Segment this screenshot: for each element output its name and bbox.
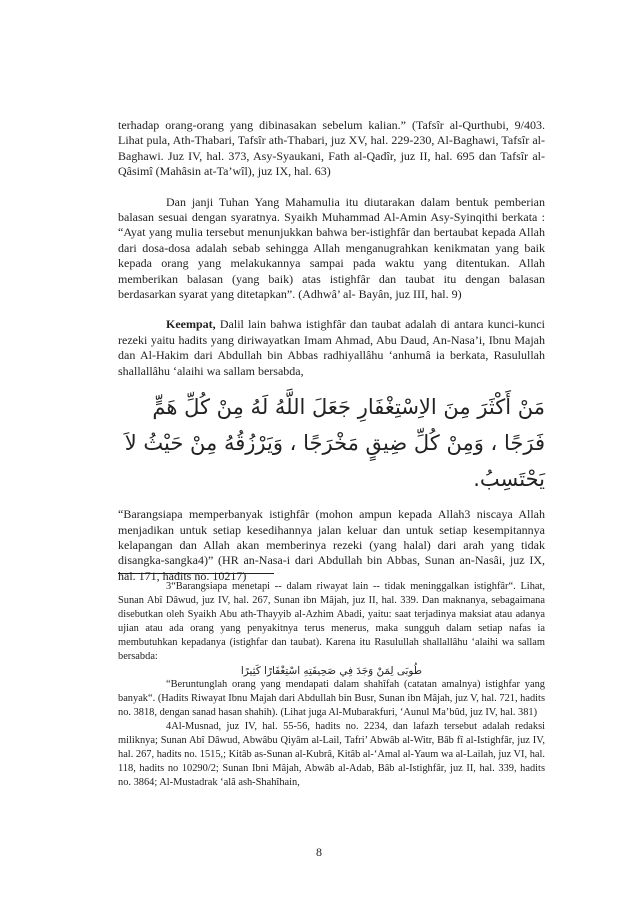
- paragraph-syinqithi-quote: Dan janji Tuhan Yang Mahamulia itu diutarakan dalam bentuk pemberian balasan sesuai dengan syaratnya. Syaikh Muhammad Al-Amin Asy-Syinqithi berkata : “Ayat yang mulia tersebut menunjukkan bahwa ber-istighfâr dan bertaubat kepada Allah dari dosa-dosa adalah sebab sehingga Allah menganugrahkan kenikmatan yang baik kepada orang yang melakukannya sampai pada waktu yang ditentukan. Allah memberikan balasan (yang baik) atas istighfâr dan taubat itu dengan balasan berdasarkan syarat yang ditetapkan”. (Adhwâ’ al- Bayân, juz III, hal. 9): [118, 194, 545, 302]
- keempat-text: Dalil lain bahwa istighfâr dan taubat adalah di antara kunci-kunci rezeki yaitu hadits yang diriwayatkan Imam Ahmad, Abu Daud, An-Nasa’i, Ibnu Majah dan Al-Hakim dari Abdullah bin Abbas radhiyallâhu ‘anhumâ ia berkata, Rasulullah shallallâhu ‘alaihi wa sallam bersabda,: [118, 317, 545, 378]
- keempat-heading: Keempat,: [166, 317, 216, 332]
- footnote-4: 4Al-Musnad, juz IV, hal. 55-56, hadits no. 2234, dan lafazh tersebut adalah redaksi miliknya; Sunan Abî Dâwud, Abwâbu Qiyâm al-Lail, Tafri’ Abwâb al-Witr, Bâb fî al-Istighfâr, juz IV, hal. 267, hadits no. 1515,; Kitâb as-Sunan al-Kubrâ, Kitâb al-‘Amal al-Yaum wa al-Lailah, juz VI, hal. 118, hadits no 10290/2; Sunan Ibni Mâjah, Abwâb al-Adab, Bâb al-Istighfâr, juz II, hal. 339, hadits no. 3864; Al-Mustadrak ‘alâ ash-Shahîhain,: [118, 721, 545, 788]
- footnote-divider: [118, 573, 274, 574]
- footnotes: [118, 580, 545, 790]
- paragraph-tafsir-reference: terhadap orang-orang yang dibinasakan sebelum kalian.” (Tafsîr al-Qurthubi, 9/403. Lihat pula, Ath-Thabari, Tafsîr ath-Thabari, juz XV, hal. 229-230, Al-Baghawi, Tafsîr al-Baghawi. Juz IV, hal. 373, Asy-Syaukani, Fath al-Qadîr, juz II, hal. 695 dan Tafsîr al-Qâsimî (Mahâsin at-Ta’wîl), juz IX, hal. 63): [118, 118, 545, 179]
- arabic-hadith: مَنْ أَكْثَرَ مِنَ الاِسْتِغْفَارِ جَعَلَ اللَّهُ لَهُ مِنْ كُلِّ هَمٍّ فَرَجًا ، وَمِنْ كُلِّ ضِيقٍ مَخْرَجًا ، وَيَرْزُقُهُ مِنْ حَيْثُ لاَ يَحْتَسِبُ.: [124, 395, 545, 492]
- footnote-3-arabic: طُوبَى لِمَنْ وَجَدَ فِي صَحِيفَتِهِ اسْتِغْفَارًا كَثِيرًا: [240, 665, 423, 677]
- footnote-3-continued: “Beruntunglah orang yang mendapati dalam shahîfah (catatan amalnya) istighfar yang banyak“. (Hadits Riwayat Ibnu Majah dari Abdullah bin Busr, Sunan ibn Mâjah, juz V, hal. 721, hadits no. 3818, dengan sanad hasan shahih). (Lihat juga Al-Mubarakfuri, ‘Aunul Ma’bûd, juz IV, hal. 381): [118, 679, 545, 718]
- footnote-3: 3“Barangsiapa menetapi -- dalam riwayat lain -- tidak meninggalkan istighfâr“. Lihat, Sunan Abî Dâwud, juz IV, hal. 267, Sunan ibn Mâjah, juz II, hal. 339. Dan maknanya, sebagaimana disebutkan oleh Syaikh Abu ath-Thayyib al-Azhim Abadi, yaitu: saat terjadinya maksiat atau adanya ujian atau ada orang yang penyakitnya terus menerus, maka sungguh dalam setiap nafas ia membutuhkan kepadanya (istighfar dan taubat). Karena itu Rasulullah shallallâhu ‘alaihi wa sallam bersabda:: [118, 581, 545, 662]
- body-text: [118, 118, 545, 584]
- paragraph-keempat: [118, 317, 545, 379]
- page-number: 8: [316, 845, 322, 859]
- paragraph-hadith-translation: “Barangsiapa memperbanyak istighfâr (mohon ampun kepada Allah3 niscaya Allah menjadikan untuk setiap kesedihannya jalan keluar dan untuk setiap kesempitannya kelapangan dan Allah akan memberinya rezeki (yang halal) dari arah yang tidak disangka-sangka4)” (HR an-Nasa-i dari Abdullah bin Abbas, Sunan an-Nasâi, juz IX, hal. 171, hadits no. 10217): [118, 507, 545, 583]
